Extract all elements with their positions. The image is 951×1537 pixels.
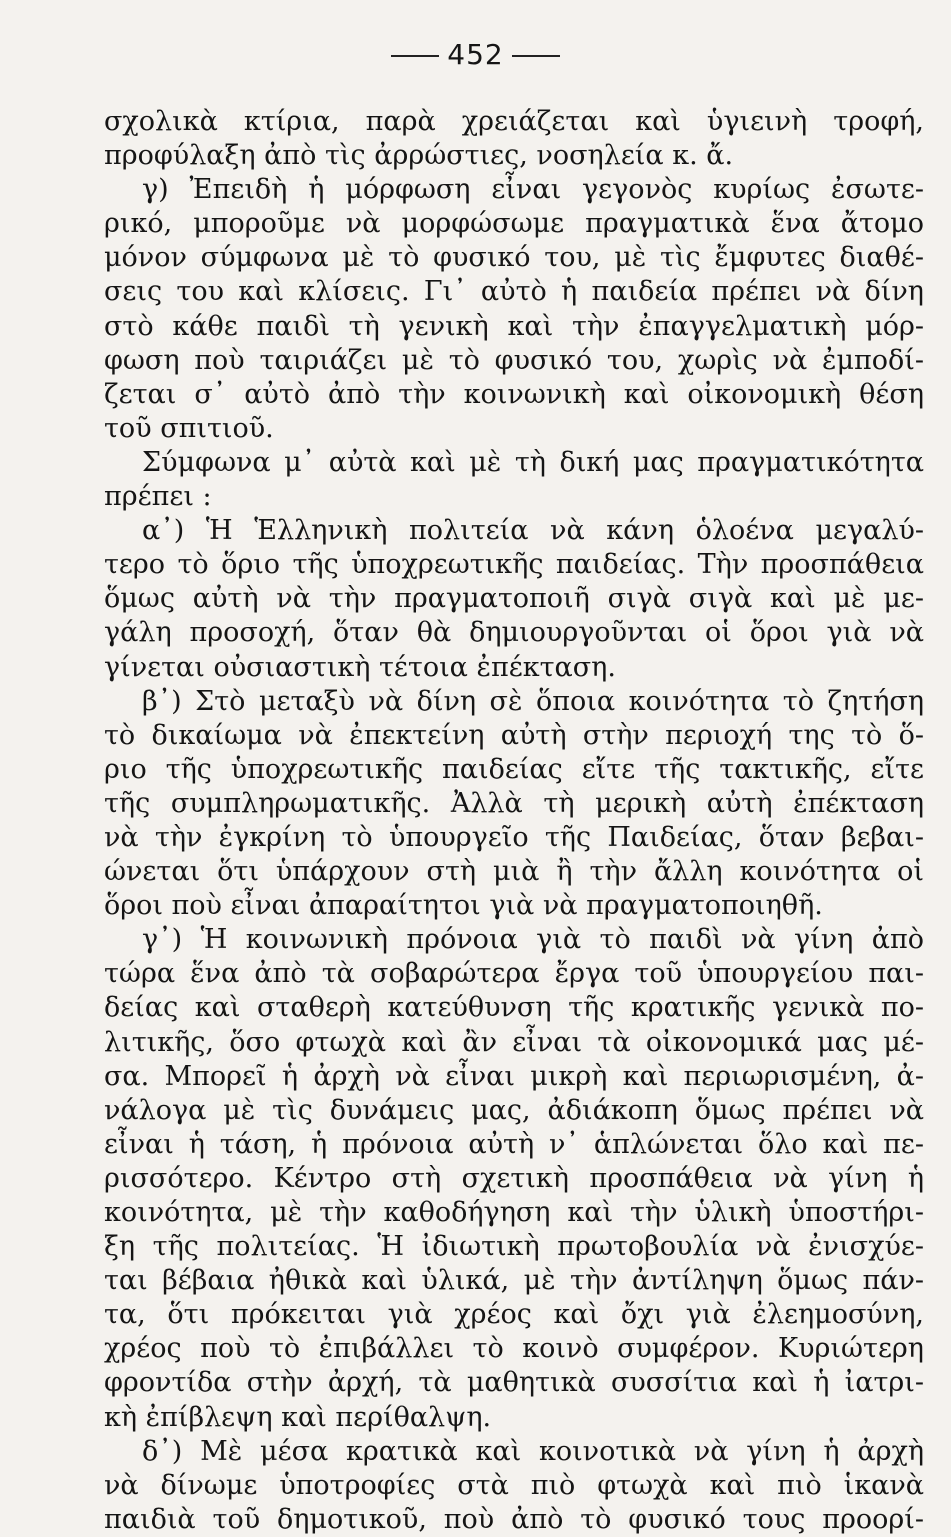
text-line: νὰ δίνωμε ὑποτροφίες στὰ πιὸ φτωχὰ καὶ πιὸ ἱκανὰ [104, 1469, 924, 1501]
left-dash [391, 55, 439, 57]
text-line: α᾽) Ἡ Ἑλληνικὴ πολιτεία νὰ κάνη ὁλοένα μεγαλύ- [142, 515, 924, 547]
text-line: ώνεται ὅτι ὑπάρχουν στὴ μιὰ ἢ τὴν ἄλλη κοινότητα οἱ [104, 856, 924, 888]
text-line: κὴ ἐπίβλεψη καὶ περίθαλψη. [104, 1401, 492, 1433]
text-line: γ᾽) Ἡ κοινωνικὴ πρόνοια γιὰ τὸ παιδὶ νὰ γίνη ἀπὸ [142, 924, 924, 956]
text-line: ριο τῆς ὑποχρεωτικῆς παιδείας εἴτε τῆς τακτικῆς, εἴτε [104, 753, 924, 785]
text-line: σχολικὰ κτίρια, παρὰ χρειάζεται καὶ ὑγιεινὴ τροφή, [104, 106, 924, 137]
text-line: τερο τὸ ὅριο τῆς ὑποχρεωτικῆς παιδείας. Τὴν προσπάθεια [104, 549, 924, 581]
text-line: πρέπει : [104, 481, 212, 513]
text-line: ρισσότερο. Κέντρο στὴ σχετικὴ προσπάθεια νὰ γίνη ἡ [104, 1162, 924, 1194]
text-line: λιτικῆς, ὅσο φτωχὰ καὶ ἂν εἶναι τὰ οἰκονομικά μας μέ- [104, 1026, 924, 1058]
text-line: γίνεται οὐσιαστικὴ τέτοια ἐπέκταση. [104, 651, 616, 683]
text-line: Σύμφωνα μ᾽ αὐτὰ καὶ μὲ τὴ δική μας πραγματικότητα [142, 446, 924, 478]
text-line: τοῦ σπιτιοῦ. [104, 412, 274, 444]
text-line: γ) Ἐπειδὴ ἡ μόρφωση εἶναι γεγονὸς κυρίως ἐσωτε- [142, 174, 924, 206]
text-line: σα. Μπορεῖ ἡ ἀρχὴ νὰ εἶναι μικρὴ καὶ περιωρισμένη, ἀ- [104, 1060, 924, 1092]
text-line: σεις του καὶ κλίσεις. Γι᾽ αὐτὸ ἡ παιδεία πρέπει νὰ δίνη [104, 276, 924, 308]
text-line: στὸ κάθε παιδὶ τὴ γενικὴ καὶ τὴν ἐπαγγελματικὴ μόρ- [104, 310, 924, 342]
text-line: ὅροι ποὺ εἶναι ἀπαραίτητοι γιὰ νὰ πραγματοποιηθῆ. [104, 890, 823, 922]
text-line: ὅμως αὐτὴ νὰ τὴν πραγματοποιῆ σιγὰ σιγὰ καὶ μὲ με- [104, 583, 924, 615]
text-line: προφύλαξη ἀπὸ τὶς ἀρρώστιες, νοσηλεία κ. ἄ. [104, 140, 734, 172]
body-text [104, 105, 924, 1537]
text-line: δείας καὶ σταθερὴ κατεύθυνση τῆς κρατικῆς γενικὰ πο- [104, 992, 924, 1024]
text-line: γάλη προσοχή, ὅταν θὰ δημιουργοῦνται οἱ ὅροι γιὰ νὰ [104, 617, 924, 649]
text-line: ζεται σ᾽ αὐτὸ ἀπὸ τὴν κοινωνικὴ καὶ οἰκονομικὴ θέση [104, 378, 924, 410]
text-line: νὰ τὴν ἐγκρίνη τὸ ὑπουργεῖο τῆς Παιδείας, ὅταν βεβαι- [104, 821, 924, 853]
right-dash [512, 55, 560, 57]
page-number [0, 38, 951, 71]
text-line: τὸ δικαίωμα νὰ ἐπεκτείνη αὐτὴ στὴν περιοχή της τὸ ὅ- [104, 719, 924, 751]
text-line: τα, ὅτι πρόκειται γιὰ χρέος καὶ ὄχι γιὰ ἐλεημοσύνη, [104, 1299, 924, 1331]
text-line: χρέος ποὺ τὸ ἐπιβάλλει τὸ κοινὸ συμφέρον. Κυριώτερη [104, 1333, 924, 1365]
text-line: παιδιὰ τοῦ δημοτικοῦ, ποὺ ἀπὸ τὸ φυσικό τους προορί- [104, 1503, 924, 1535]
text-line: μόνον σύμφωνα μὲ τὸ φυσικό του, μὲ τὶς ἔμφυτες διαθέ- [104, 242, 924, 274]
text-line: εἶναι ἡ τάση, ἡ πρόνοια αὐτὴ ν᾽ ἁπλώνεται ὅλο καὶ πε- [104, 1128, 924, 1160]
text-line: β᾽) Στὸ μεταξὺ νὰ δίνη σὲ ὅποια κοινότητα τὸ ζητήση [142, 685, 924, 717]
text-line: τῆς συμπληρωματικῆς. Ἀλλὰ τὴ μερικὴ αὐτὴ ἐπέκταση [104, 787, 924, 819]
text-line: ρικό, μποροῦμε νὰ μορφώσωμε πραγματικὰ ἕνα ἄτομο [104, 208, 924, 240]
text-line: νάλογα μὲ τὶς δυνάμεις μας, ἀδιάκοπη ὅμως πρέπει νὰ [104, 1094, 924, 1126]
text-line: δ᾽) Μὲ μέσα κρατικὰ καὶ κοινοτικὰ νὰ γίνη ἡ ἀρχὴ [142, 1435, 924, 1467]
text-line: ται βέβαια ἠθικὰ καὶ ὑλικά, μὲ τὴν ἀντίληψη ὅμως πάν- [104, 1265, 924, 1297]
text-line: φροντίδα στὴν ἀρχή, τὰ μαθητικὰ συσσίτια καὶ ἡ ἰατρι- [104, 1367, 924, 1399]
text-line: ξη τῆς πολιτείας. Ἡ ἰδιωτικὴ πρωτοβουλία νὰ ἐνισχύε- [104, 1231, 924, 1263]
text-line: τώρα ἕνα ἀπὸ τὰ σοβαρώτερα ἔργα τοῦ ὑπουργείου παι- [104, 958, 924, 990]
page-number-text: 452 [447, 38, 504, 71]
text-line: κοινότητα, μὲ τὴν καθοδήγηση καὶ τὴν ὑλικὴ ὑποστήρι- [104, 1197, 924, 1228]
text-line: φωση ποὺ ταιριάζει μὲ τὸ φυσικό του, χωρὶς νὰ ἐμποδί- [104, 344, 924, 376]
